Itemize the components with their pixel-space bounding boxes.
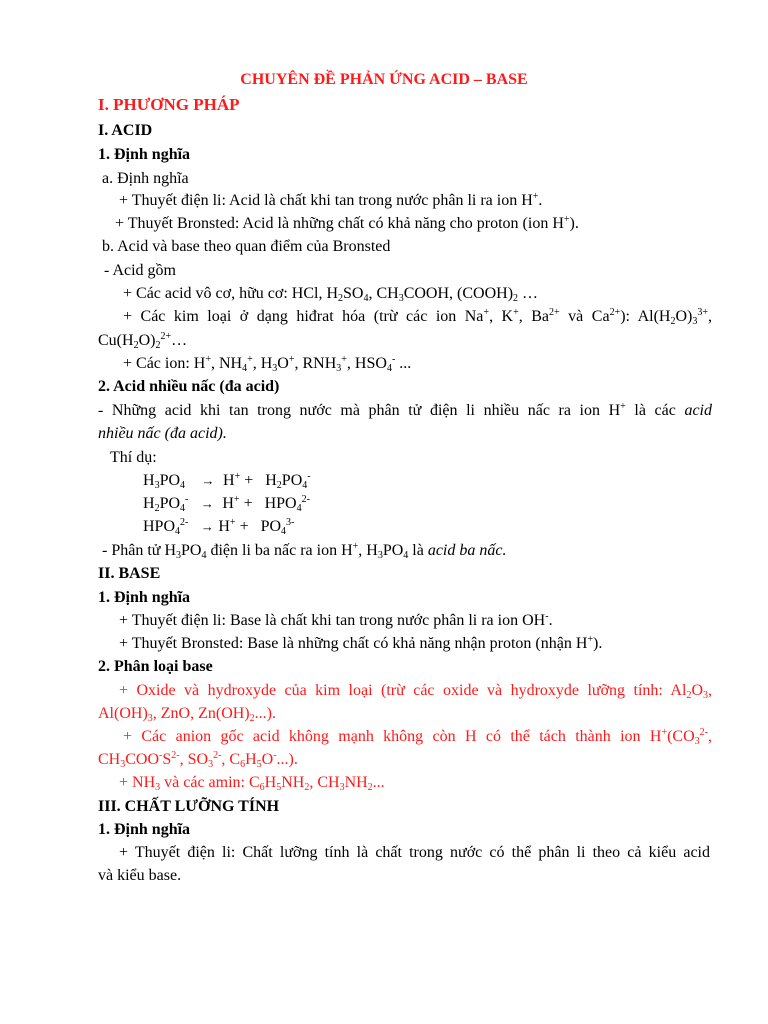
base-arrhenius-text: + Thuyết điện li: Base là chất khi tan trong nước phân li ra ion OH bbox=[119, 612, 546, 629]
page-title: CHUYÊN ĐỀ PHẢN ỨNG ACID – BASE bbox=[240, 71, 528, 88]
base-oxide-line: + Oxide và hydroxyde của kim loại (trừ các oxide và hydroxyde lưỡng tính: $Al_2O_3$, bbox=[119, 682, 712, 701]
acid-metal-hydrate-text: + Các kim loại ở dạng hiđrat hóa (trừ các ion Na bbox=[123, 308, 484, 325]
polyprotic-term-a: acid bbox=[684, 402, 712, 419]
polyprotic-text-line-1: - Những acid khi tan trong nước mà phân tử điện li nhiều nấc ra ion H+ là các acid bbox=[98, 401, 712, 419]
example-label: Thí dụ: bbox=[110, 449, 157, 466]
triprotic-term: acid ba nấc. bbox=[427, 542, 507, 559]
arrow-icon: → bbox=[200, 519, 214, 534]
acid-inorganic-text: + Các acid vô cơ, hữu cơ: HCl, H bbox=[123, 285, 339, 302]
amphoteric-text-line-1: + Thuyết điện li: Chất lưỡng tính là chất trong nước có thể phân li theo cả kiểu acid bbox=[119, 844, 710, 861]
base-heading: II. BASE bbox=[98, 565, 161, 582]
base-anion-line: + Các anion gốc acid không mạnh không còn H có thể tách thành ion $H^+(CO_3^{2-}$, bbox=[123, 727, 712, 747]
polyprotic-text: - Những acid khi tan trong nước mà phân tử điện li nhiều nấc ra ion H bbox=[98, 402, 621, 419]
amphoteric-definition-heading: 1. Định nghĩa bbox=[98, 821, 191, 838]
base-oxide-text: + Oxide và hydroxyde của kim loại (trừ các oxide và hydroxyde lưỡng tính: Al bbox=[119, 682, 687, 699]
dissociation-step-2: $H_2PO_4^- \to H^+ + HPO_4^{2-}$ bbox=[143, 494, 310, 514]
acid-arrhenius-text: + Thuyết điện li: Acid là chất khi tan trong nước phân li ra ion H bbox=[119, 192, 533, 209]
amphoteric-heading: III. CHẤT LƯỠNG TÍNH bbox=[98, 798, 280, 815]
base-amine-text-b: và các amin: C bbox=[160, 774, 260, 791]
acid-def-a-heading: a. Định nghĩa bbox=[102, 170, 189, 187]
section-method-heading: I. PHƯƠNG PHÁP bbox=[98, 95, 240, 114]
polyprotic-text-line-2 bbox=[98, 424, 712, 444]
acid-heading: I. ACID bbox=[98, 122, 153, 139]
base-anion-text: + Các anion gốc acid không mạnh không còn H có thể tách thành ion H bbox=[123, 728, 662, 745]
base-amine-text: + NH bbox=[119, 774, 156, 791]
dissociation-step-3: $HPO_4^{2-} \to H^+ + PO_4^{3-}$ bbox=[143, 517, 295, 537]
triprotic-text-c: là bbox=[408, 542, 428, 559]
base-bronsted-line: + Thuyết Bronsted: Base là những chất có khả năng nhận proton (nhận H+). bbox=[119, 634, 603, 652]
amphoteric-text-line-2: và kiểu base. bbox=[98, 867, 182, 884]
acid-bronsted-line: + Thuyết Bronsted: Acid là những chất có khả năng cho proton (ion H+). bbox=[115, 214, 579, 232]
acid-arrhenius-line: + Thuyết điện li: Acid là chất khi tan trong nước phân li ra ion H+. bbox=[119, 191, 543, 209]
polyprotic-heading: 2. Acid nhiều nấc (đa acid) bbox=[98, 378, 280, 395]
acid-ions-line: + Các ion: H+, $NH_4^+$, $H_3O^+$, $RNH_3^+$, $HSO_4^-$ ... bbox=[123, 354, 412, 374]
base-arrhenius-line: + Thuyết điện li: Base là chất khi tan trong nước phân li ra ion OH-. bbox=[119, 611, 553, 629]
triprotic-line: - Phân tử $H_3PO_4$ điện li ba nấc ra ion H+, $H_3PO_4$ là acid ba nấc. bbox=[102, 541, 507, 561]
base-classification-heading: 2. Phân loại base bbox=[98, 658, 213, 675]
acid-def-b-heading: b. Acid và base theo quan điểm của Bronsted bbox=[102, 238, 391, 255]
acid-inorganic-line: + Các acid vô cơ, hữu cơ: HCl, $H_2SO_4$, $CH_3COOH$, $(COOH)_2$ … bbox=[123, 285, 539, 304]
base-amine-line: + $NH_3$ và các amin: $C_6H_5NH_2$, $CH_3NH_2$... bbox=[119, 774, 385, 793]
base-definition-heading: 1. Định nghĩa bbox=[98, 589, 191, 606]
acid-metal-hydrate-cont: $Cu(H_2O)_2^{2+}\dots$ bbox=[98, 331, 188, 351]
triprotic-text: - Phân tử H bbox=[102, 542, 176, 559]
base-anion-cont: $CH_3COO^-S^{2-}$, $SO_3^{2-}$, $C_6H_5O^-$...). bbox=[98, 750, 298, 770]
acid-definition-heading: 1. Định nghĩa bbox=[98, 146, 191, 163]
base-bronsted-text: + Thuyết Bronsted: Base là những chất có khả năng nhận proton (nhận H bbox=[119, 635, 588, 652]
arrow-icon: → bbox=[200, 496, 214, 511]
acid-ions-text: + Các ion: H bbox=[123, 355, 206, 372]
acid-bronsted-text: + Thuyết Bronsted: Acid là những chất có khả năng cho proton (ion H bbox=[115, 215, 564, 232]
polyprotic-text-connector: là các bbox=[625, 402, 685, 419]
acid-includes: - Acid gồm bbox=[104, 262, 176, 279]
acid-metal-hydrate-line: + Các kim loại ở dạng hiđrat hóa (trừ các ion Na+, K+, $Ba^{2+}$ và $Ca^{2+}$): $Al(H_2O)_3^{3+}$, bbox=[123, 307, 713, 327]
arrow-icon: → bbox=[201, 473, 215, 488]
base-oxide-cont: $Al(OH)_3$, ZnO, $Zn(OH)_2$...). bbox=[98, 705, 276, 724]
dissociation-step-1: $H_3PO_4$ → $H^+ + H_2PO_4^-$ bbox=[143, 471, 311, 491]
triprotic-text-b: điện li ba nấc ra ion H bbox=[206, 542, 353, 559]
polyprotic-term-b: nhiều nấc (đa acid). bbox=[98, 425, 227, 442]
